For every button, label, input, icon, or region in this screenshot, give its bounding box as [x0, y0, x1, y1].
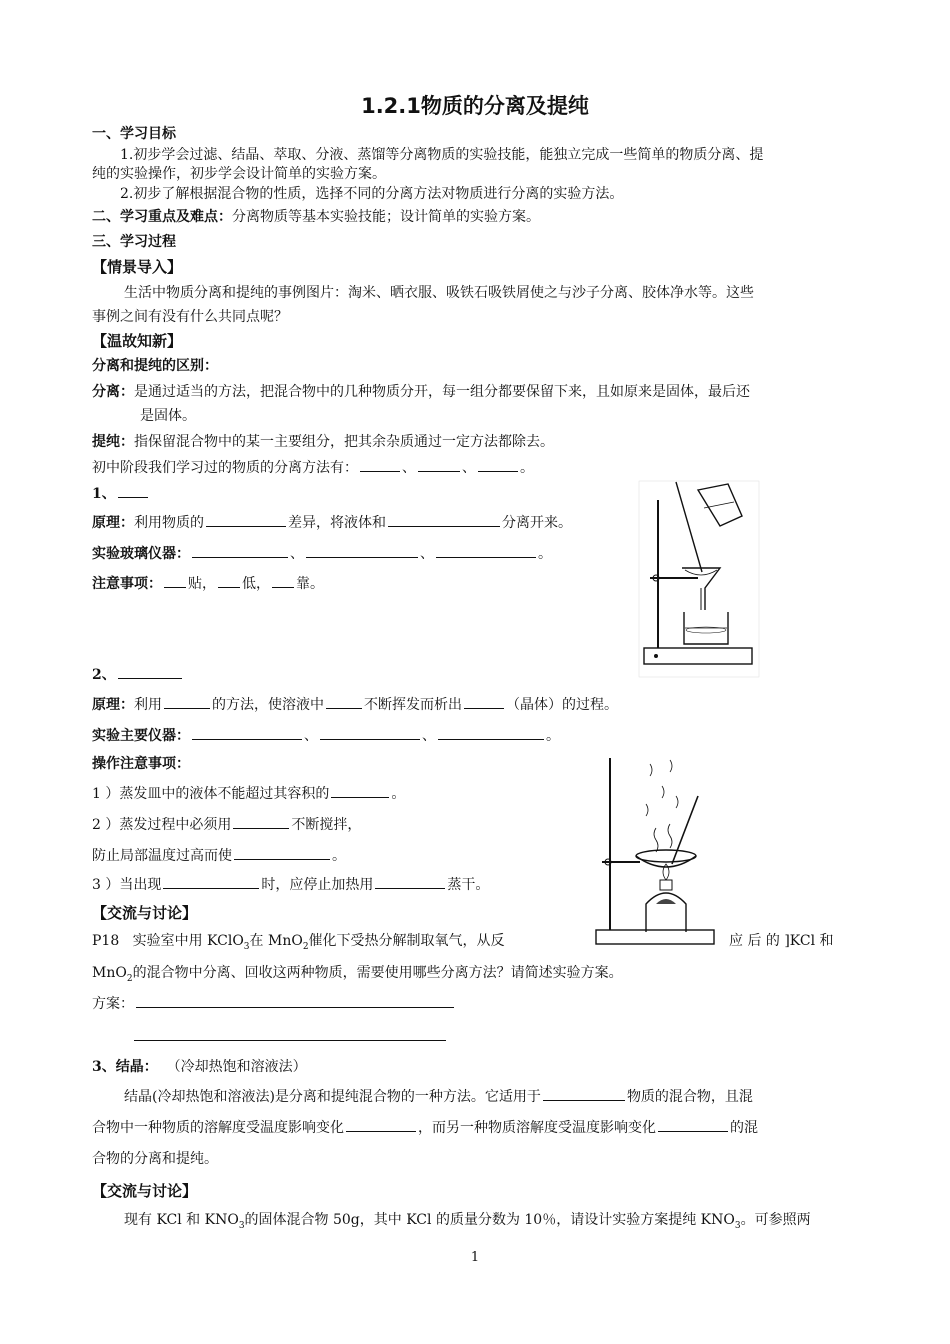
- separator: 、: [402, 460, 416, 476]
- key-points-text: 分离物质等基本实验技能；设计简单的实验方案。: [232, 209, 540, 225]
- blank-glass-2[interactable]: [306, 543, 418, 558]
- note-text: 。: [391, 786, 406, 802]
- separator: 、: [304, 728, 318, 744]
- principle-text: 分离开来。: [502, 515, 572, 531]
- item-2-principle: [92, 694, 618, 715]
- goal-2: 2.初步了解根据混合物的性质，选择不同的分离方法对物质进行分离的实验方法。: [120, 186, 624, 202]
- note-text: 2 ）蒸发过程中必须用: [92, 817, 232, 833]
- note-text: 不断搅拌，: [291, 817, 362, 833]
- item-2-note-3: [92, 874, 489, 895]
- notes-label: 注意事项：: [92, 576, 162, 592]
- blank-principle-1[interactable]: [206, 512, 286, 527]
- purification-text: 指保留混合物中的某一主要组分，把其余杂质通过一定方法都除去。: [134, 434, 554, 450]
- blank-method-3[interactable]: [478, 457, 518, 472]
- separation-label: 分离：: [92, 384, 134, 400]
- blank-principle-2[interactable]: [388, 512, 500, 527]
- blank-glass-1[interactable]: [192, 543, 288, 558]
- blank-note-1[interactable]: [164, 573, 186, 588]
- note-text: 低，: [242, 576, 270, 592]
- blank-note-splash[interactable]: [234, 845, 330, 860]
- difference-heading: 分离和提纯的区别：: [92, 358, 218, 374]
- plan-answer-line-2[interactable]: [134, 1040, 446, 1041]
- subscript: 2: [126, 973, 133, 984]
- item-2-notes-heading: 操作注意事项：: [92, 756, 190, 772]
- blank-evap-3[interactable]: [464, 694, 504, 709]
- plan-line-1: [92, 993, 456, 1014]
- question-text: 。可参照两: [740, 1212, 811, 1228]
- note-text: 1 ）蒸发皿中的液体不能超过其容积的: [92, 786, 330, 802]
- review-heading: 【温故知新】: [92, 332, 183, 350]
- crystal-text: 物质的混合物，且混: [626, 1089, 753, 1105]
- principle-text: （晶体）的过程。: [506, 697, 618, 713]
- item-3-subtitle: （冷却热饱和溶液法）: [166, 1059, 307, 1075]
- note-text: 防止局部温度过高而使: [92, 848, 232, 864]
- question-text: 现有 KCl 和 KNO: [124, 1212, 239, 1228]
- blank-method-1[interactable]: [360, 457, 400, 472]
- item-3-text-3: 合物的分离和提纯。: [92, 1151, 218, 1167]
- principle-label: 原理：: [92, 515, 134, 531]
- section-heading-goals: 一、学习目标: [92, 126, 176, 142]
- separator: 。: [520, 460, 534, 476]
- note-text: 3 ）当出现: [92, 877, 162, 893]
- section-heading-process: 三、学习过程: [92, 234, 176, 250]
- discussion-1-line-2: [92, 963, 623, 989]
- page-title: 1.2.1物质的分离及提纯: [361, 94, 589, 118]
- crystal-text: 合物中一种物质的溶解度受温度影响变化: [92, 1120, 344, 1136]
- note-text: 贴，: [188, 576, 216, 592]
- item-2-note-2b: [92, 845, 346, 866]
- blank-inst-3[interactable]: [438, 725, 544, 740]
- note-text: 时，应停止加热用: [261, 877, 374, 893]
- item-1-label: 1、: [92, 486, 116, 502]
- plan-label: 方案：: [92, 996, 134, 1012]
- item-3-text-2: [92, 1117, 758, 1138]
- blank-item-2-name[interactable]: [118, 664, 182, 679]
- question-text: MnO: [92, 965, 127, 981]
- methods-line: [92, 457, 534, 478]
- plan-answer-line-1[interactable]: [136, 993, 454, 1008]
- blank-note-heat[interactable]: [375, 874, 445, 889]
- blank-crystal-1[interactable]: [543, 1086, 625, 1101]
- subscript: 3: [734, 1220, 741, 1231]
- question-text: 的混合物中分离、回收这两种物质，需要使用哪些分离方法？请简述实验方案。: [132, 965, 623, 981]
- discussion-1-heading: 【交流与讨论】: [92, 904, 198, 922]
- blank-note-2[interactable]: [218, 573, 240, 588]
- separator: 、: [422, 728, 436, 744]
- crystal-text: ，而另一种物质溶解度受温度影响变化: [418, 1120, 656, 1136]
- principle-text: 差异，将液体和: [288, 515, 386, 531]
- separator: 。: [546, 728, 560, 744]
- discussion-1-line-1-end: 应 后 的 ]KCl 和: [729, 933, 834, 949]
- question-text: 催化下受热分解制取氧气，从反: [308, 933, 505, 949]
- instruments-label: 实验主要仪器：: [92, 728, 190, 744]
- item-3-text-1: [124, 1086, 753, 1107]
- blank-evap-1[interactable]: [164, 694, 210, 709]
- separation-definition: [92, 382, 750, 402]
- intro-heading: 【情景导入】: [92, 258, 183, 276]
- subscript: 3: [238, 1220, 245, 1231]
- note-text: 靠。: [296, 576, 324, 592]
- subscript: 2: [302, 941, 309, 952]
- question-text: 在 MnO: [249, 933, 303, 949]
- crystal-text: 结晶(冷却热饱和溶液法)是分离和提纯混合物的一种方法。它适用于: [124, 1089, 541, 1105]
- blank-note-stir[interactable]: [233, 814, 289, 829]
- filtration-apparatus-figure: [638, 480, 760, 678]
- item-1-principle: [92, 512, 572, 533]
- discussion-1-line-1: [92, 931, 505, 957]
- separation-text-b: 是固体。: [140, 408, 196, 424]
- separator: 。: [538, 546, 552, 562]
- blank-note-3[interactable]: [272, 573, 294, 588]
- goal-1-line-a: 1.初步学会过滤、结晶、萃取、分液、蒸馏等分离物质的实验技能，能独立完成一些简单的物质分离、提: [120, 147, 764, 163]
- page-number: 1: [470, 1250, 480, 1265]
- blank-item-1-name[interactable]: [118, 483, 148, 498]
- purification-label: 提纯：: [92, 434, 134, 450]
- methods-prefix: 初中阶段我们学习过的物质的分离方法有：: [92, 460, 358, 476]
- principle-text: 利用: [134, 697, 162, 713]
- purification-definition: [92, 432, 554, 452]
- blank-crystal-3[interactable]: [658, 1117, 728, 1132]
- page-reference: P18: [92, 933, 120, 949]
- evaporation-apparatus-figure: [590, 754, 722, 950]
- separator: 、: [290, 546, 304, 562]
- key-points-heading: 二、学习重点及难点：: [92, 209, 232, 225]
- principle-label: 原理：: [92, 697, 134, 713]
- blank-note-capacity[interactable]: [331, 783, 389, 798]
- blank-method-2[interactable]: [418, 457, 460, 472]
- item-1-glassware: [92, 543, 552, 564]
- principle-text: 利用物质的: [134, 515, 204, 531]
- item-1-notes: [92, 573, 324, 594]
- note-text: 蒸干。: [447, 877, 490, 893]
- item-2-number: [92, 664, 184, 685]
- blank-note-appear[interactable]: [163, 874, 259, 889]
- discussion-2-heading: 【交流与讨论】: [92, 1182, 198, 1200]
- question-text: 的固体混合物 50g，其中 KCl 的质量分数为 10％，请设计实验方案提纯 KNO: [244, 1212, 735, 1228]
- separator: 、: [462, 460, 476, 476]
- principle-text: 的方法，使溶液中: [212, 697, 324, 713]
- item-2-note-2: [92, 814, 361, 835]
- blank-glass-3[interactable]: [436, 543, 536, 558]
- discussion-2-text: [124, 1210, 811, 1236]
- intro-text-a: 生活中物质分离和提纯的事例图片：淘米、晒衣服、吸铁石吸铁屑使之与沙子分离、胶体净水等。这些: [124, 285, 754, 301]
- question-text: 实验室中用 KClO: [132, 933, 244, 949]
- blank-crystal-2[interactable]: [346, 1117, 416, 1132]
- item-3-label: 3、结晶：: [92, 1059, 158, 1075]
- item-1-number: [92, 483, 150, 504]
- blank-evap-2[interactable]: [326, 694, 362, 709]
- key-points: [92, 207, 540, 227]
- separator: 、: [420, 546, 434, 562]
- note-text: 。: [332, 848, 346, 864]
- separation-text-a: 是通过适当的方法，把混合物中的几种物质分开，每一组分都要保留下来，且如原来是固体，最后还: [134, 384, 750, 400]
- blank-inst-2[interactable]: [320, 725, 420, 740]
- item-2-note-1: [92, 783, 405, 804]
- item-3-heading: [92, 1057, 307, 1077]
- subscript: 3: [243, 941, 250, 952]
- principle-text: 不断挥发而析出: [364, 697, 462, 713]
- blank-inst-1[interactable]: [192, 725, 302, 740]
- crystal-text: 的混: [730, 1120, 758, 1136]
- goal-1-line-b: 纯的实验操作，初步学会设计简单的实验方案。: [92, 166, 386, 182]
- item-2-label: 2、: [92, 667, 116, 683]
- intro-text-b: 事例之间有没有什么共同点呢？: [92, 309, 288, 325]
- item-2-instruments: [92, 725, 560, 746]
- glassware-label: 实验玻璃仪器：: [92, 546, 190, 562]
